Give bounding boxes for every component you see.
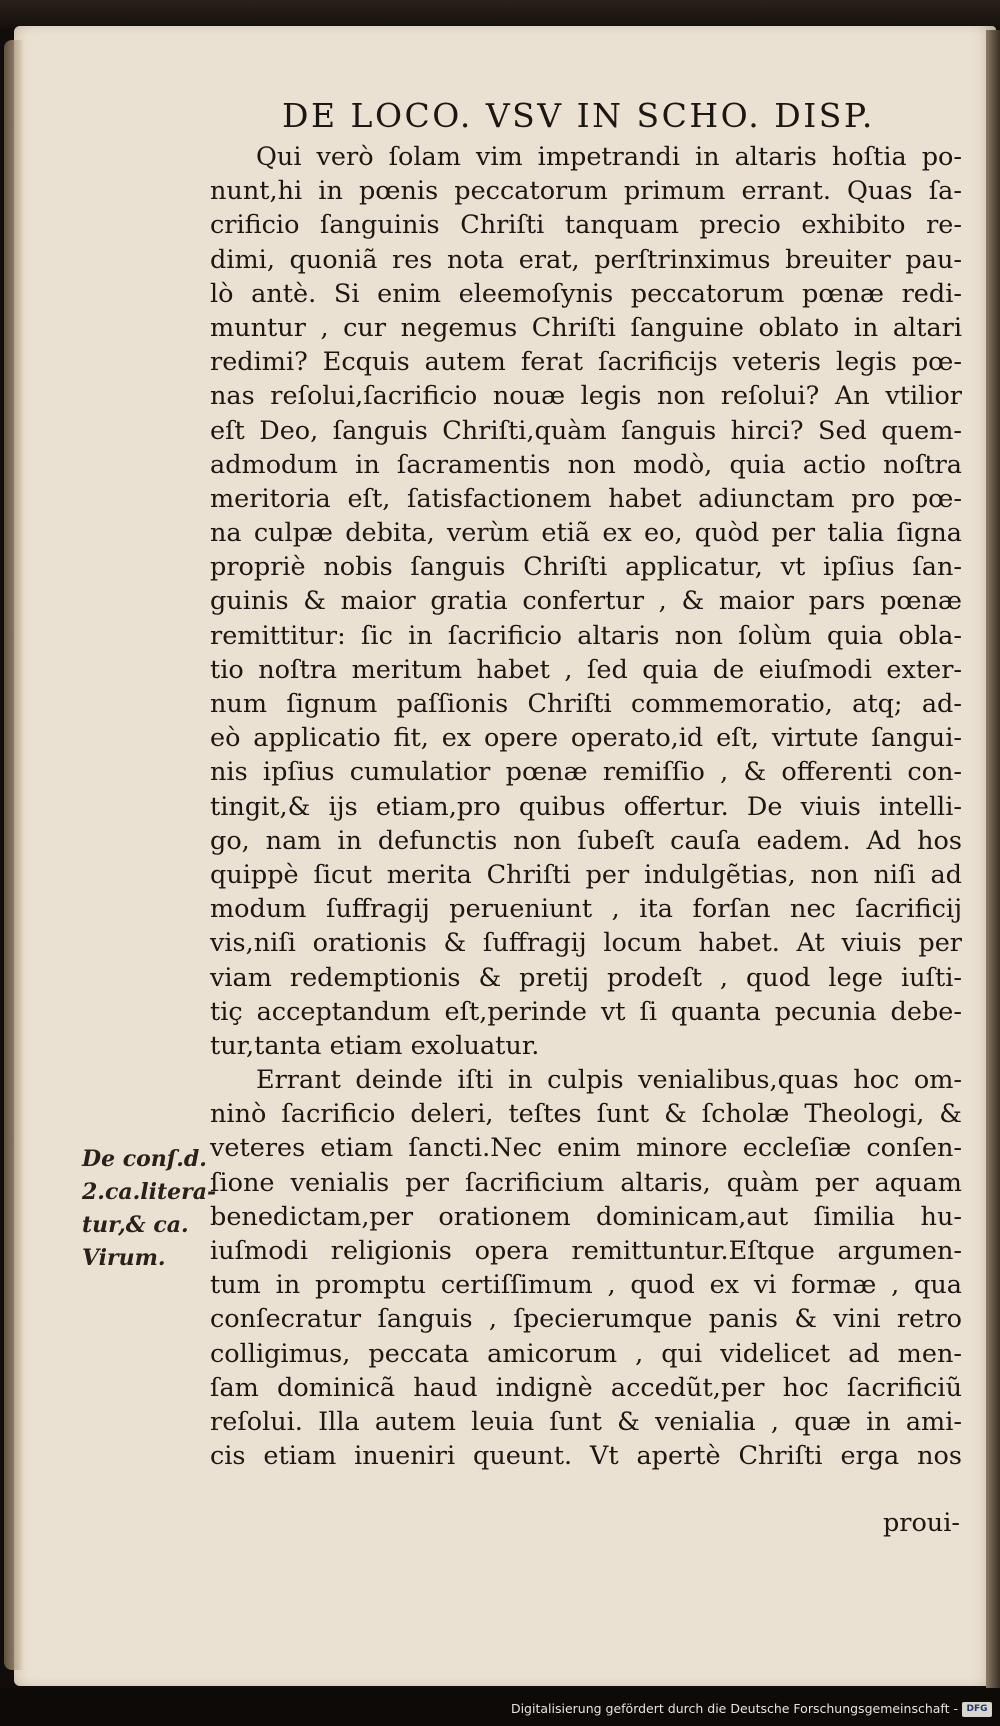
text-line: veteres etiam ſancti.Nec enim minore eccleſiæ conſen-: [210, 1133, 962, 1164]
text-line: ninò ſacrificio deleri, teſtes ſunt & ſcholæ Theologi, &: [210, 1099, 962, 1130]
text-line: vis,niſi orationis & ſuffragij locum habet. At viuis per: [210, 928, 962, 959]
text-line: cis etiam inueniri queunt. Vt apertè Chriſti erga nos: [210, 1441, 962, 1472]
text-line: crificio ſanguinis Chriſti tanquam precio exhibito re-: [210, 210, 962, 241]
text-line: conſecratur ſanguis , ſpecierumque panis & vini retro: [210, 1304, 962, 1335]
text-line: reſolui. Illa autem leuia ſunt & venialia , quæ in ami-: [210, 1406, 962, 1437]
text-line: admodum in ſacramentis non modò, quia actio noſtra: [210, 449, 962, 480]
catchword: proui-: [882, 1508, 960, 1538]
scan-top-edge: [0, 0, 1000, 28]
dfg-logo-icon: DFG: [962, 1702, 992, 1717]
text-line: tur,tanta etiam exoluatur.: [210, 1030, 540, 1061]
text-line: nis ipſius cumulatior pœnæ remiſſio , & offerenti con-: [210, 757, 962, 788]
text-line: quippè ſicut merita Chriſti per indulgẽtias, non niſi ad: [210, 859, 962, 890]
text-line: muntur , cur negemus Chriſti ſanguine oblato in altari: [210, 312, 962, 343]
text-line: num ſignum paſſionis Chriſti commemoratio, atq; ad-: [210, 689, 962, 719]
text-line: nas reſolui,ſacrificio nouæ legis non reſolui? An vtilior: [210, 381, 962, 412]
footer-credit: Digitalisierung gefördert durch die Deutsche Forschungsgemeinschaft -: [510, 1701, 958, 1716]
marginal-note-line: De conſ.d.: [82, 1146, 207, 1172]
text-line: tingit,& ijs etiam,pro quibus offertur. De viuis intelli-: [210, 791, 962, 822]
marginal-note-line: tur,& ca.: [82, 1212, 189, 1238]
binding-edge: [986, 30, 1000, 1690]
text-line: ſione venialis per ſacrificium altaris, quàm per aquam: [210, 1167, 962, 1198]
body-text: [210, 140, 962, 1473]
text-line: redimi? Ecquis autem ferat ſacrificijs veteris legis pœ-: [210, 347, 962, 378]
text-line: nunt,hi in pœnis peccatorum primum errant. Quas ſa-: [210, 176, 962, 207]
text-line: go, nam in defunctis non ſubeſt cauſa eadem. Ad hos: [210, 825, 962, 856]
text-line: colligimus, peccata amicorum , qui videlicet ad men-: [210, 1338, 962, 1369]
text-line: tio noſtra meritum habet , ſed quia de eiuſmodi exter-: [210, 654, 962, 685]
text-line: meritoria eſt, ſatisfactionem habet adiunctam pro pœ-: [210, 483, 962, 514]
marginal-note-line: 2.ca.litera-: [82, 1179, 217, 1205]
marginal-note-line: Virum.: [82, 1245, 166, 1271]
running-head: DE LOCO. VSV IN SCHO. DISP.: [282, 96, 875, 135]
text-line: viam redemptionis & pretij prodeſt , quod lege iuſti-: [210, 962, 962, 993]
text-line: tum in promptu certiſſimum , quod ex vi formæ , qua: [210, 1270, 962, 1301]
text-line: Errant deinde iſti in culpis venialibus,quas hoc om-: [256, 1065, 962, 1096]
text-line: na culpæ debita, verùm etiã ex eo, quòd per talia ſigna: [210, 518, 962, 549]
text-line: lò antè. Si enim eleemoſynis peccatorum pœnæ redi-: [210, 278, 962, 309]
text-line: eſt Deo, ſanguis Chriſti,quàm ſanguis hirci? Sed quem-: [210, 415, 962, 446]
text-line: tiç acceptandum eſt,perinde vt ſi quanta pecunia debe-: [210, 996, 962, 1027]
text-line: iuſmodi religionis opera remittuntur.Eſtque argumen-: [210, 1236, 962, 1266]
text-line: modum ſuffragij perueniunt , ita forſan nec ſacrificij: [210, 894, 962, 925]
text-line: propriè nobis ſanguis Chriſti applicatur, vt ipſius ſan-: [210, 552, 962, 583]
text-line: guinis & maior gratia confertur , & maior pars pœnæ: [210, 586, 962, 617]
text-line: eò applicatio fit, ex opere operato,id eſt, virtute ſangui-: [210, 723, 962, 754]
text-line: benedictam,per orationem dominicam,aut ſimilia hu-: [210, 1201, 962, 1232]
text-line: dimi, quoniã res nota erat, perſtrinximus breuiter pau-: [210, 244, 962, 275]
page-edge-shadow: [4, 40, 24, 1670]
text-line: ſam dominicã haud indignè accedũt,per hoc ſacrificiũ: [210, 1372, 962, 1403]
marginal-note: [82, 1143, 217, 1275]
text-line: Qui verò ſolam vim impetrandi in altaris hoſtia po-: [256, 142, 962, 172]
text-line: remittitur: ſic in ſacrificio altaris non ſolùm quia obla-: [210, 620, 962, 651]
